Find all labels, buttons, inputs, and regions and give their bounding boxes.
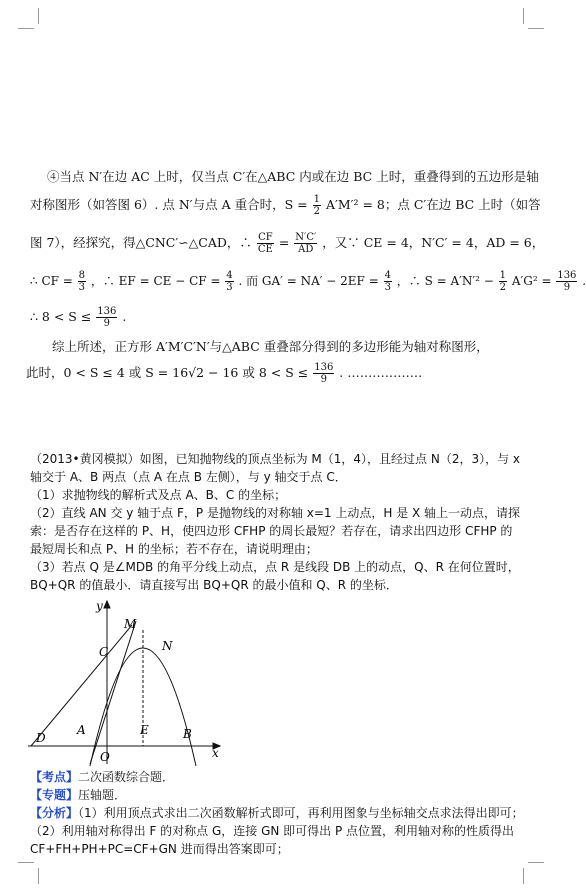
text: ，∴ S = A′N′² − bbox=[396, 274, 494, 288]
question-2-line-2: 索：是否存在这样的 P、H，使四边形 CFHP 的周长最短？若存在，请求出四边形 CFHP 的 bbox=[30, 524, 513, 538]
solution-line-3 bbox=[30, 232, 544, 255]
label-c: C bbox=[99, 645, 109, 659]
zhuanti-tag: 【专题】 bbox=[30, 788, 79, 802]
crop-mark-bottom-left-v bbox=[38, 868, 39, 884]
crop-mark-bottom-left-h bbox=[18, 862, 34, 863]
solution-line-4 bbox=[30, 270, 586, 293]
label-a: A bbox=[77, 723, 86, 737]
fraction: $\frac{N'C'}{AD}$ bbox=[295, 232, 317, 255]
text: ，∴ EF = CE − CF = bbox=[90, 274, 221, 288]
fenxi-line-3: CF+FH+PH+PC=CF+GN 进而得出答案即可； bbox=[30, 842, 289, 856]
crop-mark-top-left-h bbox=[18, 28, 34, 29]
question-1: （1）求抛物线的解析式及点 A、B、C 的坐标； bbox=[30, 488, 287, 502]
text: . ……………… bbox=[339, 365, 423, 380]
fenxi-line-2: （2）利用轴对称得出 F 的对称点 G，连接 GN 即可得出 P 点位置，利用轴对称的性质得出 bbox=[30, 824, 515, 838]
question-2-line-3: 最短周长和点 P、H 的坐标；若不存在，请说明理由； bbox=[30, 542, 318, 556]
fraction: $\frac{8}{3}$ bbox=[78, 270, 86, 293]
text: . bbox=[582, 274, 586, 288]
fenxi-line bbox=[30, 804, 524, 822]
text: ∴ CF = bbox=[30, 274, 73, 288]
text: . bbox=[122, 309, 127, 324]
parabola-figure bbox=[28, 598, 228, 766]
question-3-line-2: BQ+QR 的值最小．请直接写出 BQ+QR 的最小值和 Q、R 的坐标． bbox=[30, 578, 398, 592]
fraction: $\frac{1}{2}$ bbox=[499, 270, 507, 293]
solution-line-5 bbox=[30, 306, 126, 329]
fraction: $\frac{4}{3}$ bbox=[226, 270, 233, 293]
problem-line-2: 轴交于 A、B 两点（点 A 在点 B 左侧），与 y 轴交于点 C． bbox=[30, 470, 347, 484]
text: ∴ 8 < S ≤ bbox=[30, 309, 92, 324]
question-2-line-1: （2）直线 AN 交 y 轴于点 F，P 是抛物线的对称轴 x=1 上动点，H 是 X 轴上一动点，请探 bbox=[30, 506, 521, 520]
kaodian-text: 二次函数综合题． bbox=[78, 770, 175, 784]
zhuanti-line bbox=[30, 786, 126, 804]
fraction: $\frac{136}{9}$ bbox=[557, 270, 577, 293]
fraction: $\frac{136}{9}$ bbox=[97, 306, 117, 329]
text: ，又∵ CE = 4，N′C′ = 4，AD = 6， bbox=[322, 235, 545, 250]
fenxi-text: （1）利用顶点式求出二次函数解析式即可，再利用图象与坐标轴交点求法得出即可； bbox=[78, 806, 524, 820]
crop-mark-bottom-right-v bbox=[523, 868, 524, 884]
text: A′M′² = 8；点 C′在边 BC 上时（如答 bbox=[325, 197, 541, 212]
label-m: M bbox=[124, 617, 137, 631]
text: . 而 GA′ = NA′ − 2EF = bbox=[238, 274, 379, 288]
text: A′G² = bbox=[511, 274, 552, 288]
solution-line-7 bbox=[26, 362, 422, 385]
label-e: E bbox=[140, 723, 149, 737]
solution-line-6: 综上所述，正方形 A′M′C′N′与△ABC 重叠部分得到的多边形能为轴对称图形， bbox=[52, 339, 489, 354]
crop-mark-bottom-right-h bbox=[528, 862, 544, 863]
label-o: O bbox=[100, 750, 110, 764]
solution-line-2 bbox=[30, 194, 541, 217]
label-n: N bbox=[162, 639, 173, 653]
kaodian-line bbox=[30, 768, 174, 786]
label-b: B bbox=[183, 727, 192, 741]
text: 图 7），经探究，得△CNC′∽△CAD，∴ bbox=[30, 235, 252, 250]
fraction: $\frac{1}{2}$ bbox=[313, 194, 320, 217]
crop-mark-top-left-v bbox=[38, 8, 39, 24]
fraction: $\frac{CF}{CE}$ bbox=[257, 232, 273, 255]
text: 对称图形（如答图 6）. 点 N′与点 A 重合时，S = bbox=[30, 197, 308, 212]
fraction: $\frac{136}{9}$ bbox=[314, 362, 334, 385]
fraction: $\frac{4}{3}$ bbox=[384, 270, 391, 293]
question-3-line-1: （3）若点 Q 是∠MDB 的角平分线上动点，点 R 是线段 DB 上的动点，Q、R 在何位置时， bbox=[30, 560, 520, 574]
problem-line-1: （2013•黄冈模拟）如图，已知抛物线的顶点坐标为 M（1，4），且经过点 N（2，3），与 x bbox=[30, 452, 521, 466]
kaodian-tag: 【考点】 bbox=[30, 770, 79, 784]
zhuanti-text: 压轴题． bbox=[78, 788, 127, 802]
label-x: x bbox=[212, 746, 219, 760]
crop-mark-top-right-v bbox=[523, 8, 524, 24]
label-y: y bbox=[96, 599, 103, 613]
text: = bbox=[278, 235, 290, 250]
y-axis-arrow bbox=[104, 601, 110, 608]
line-an bbox=[90, 621, 136, 764]
fenxi-tag: 【分析】 bbox=[30, 806, 79, 820]
label-d: D bbox=[36, 731, 46, 745]
text: 此时，0 < S ≤ 4 或 S = 16√2 − 16 或 8 < S ≤ bbox=[26, 365, 309, 380]
solution-line-1: ④当点 N′在边 AC 上时，仅当点 C′在△ABC 内或在边 BC 上时，重叠得到的五边形是轴 bbox=[47, 169, 539, 184]
crop-mark-top-right-h bbox=[528, 28, 544, 29]
